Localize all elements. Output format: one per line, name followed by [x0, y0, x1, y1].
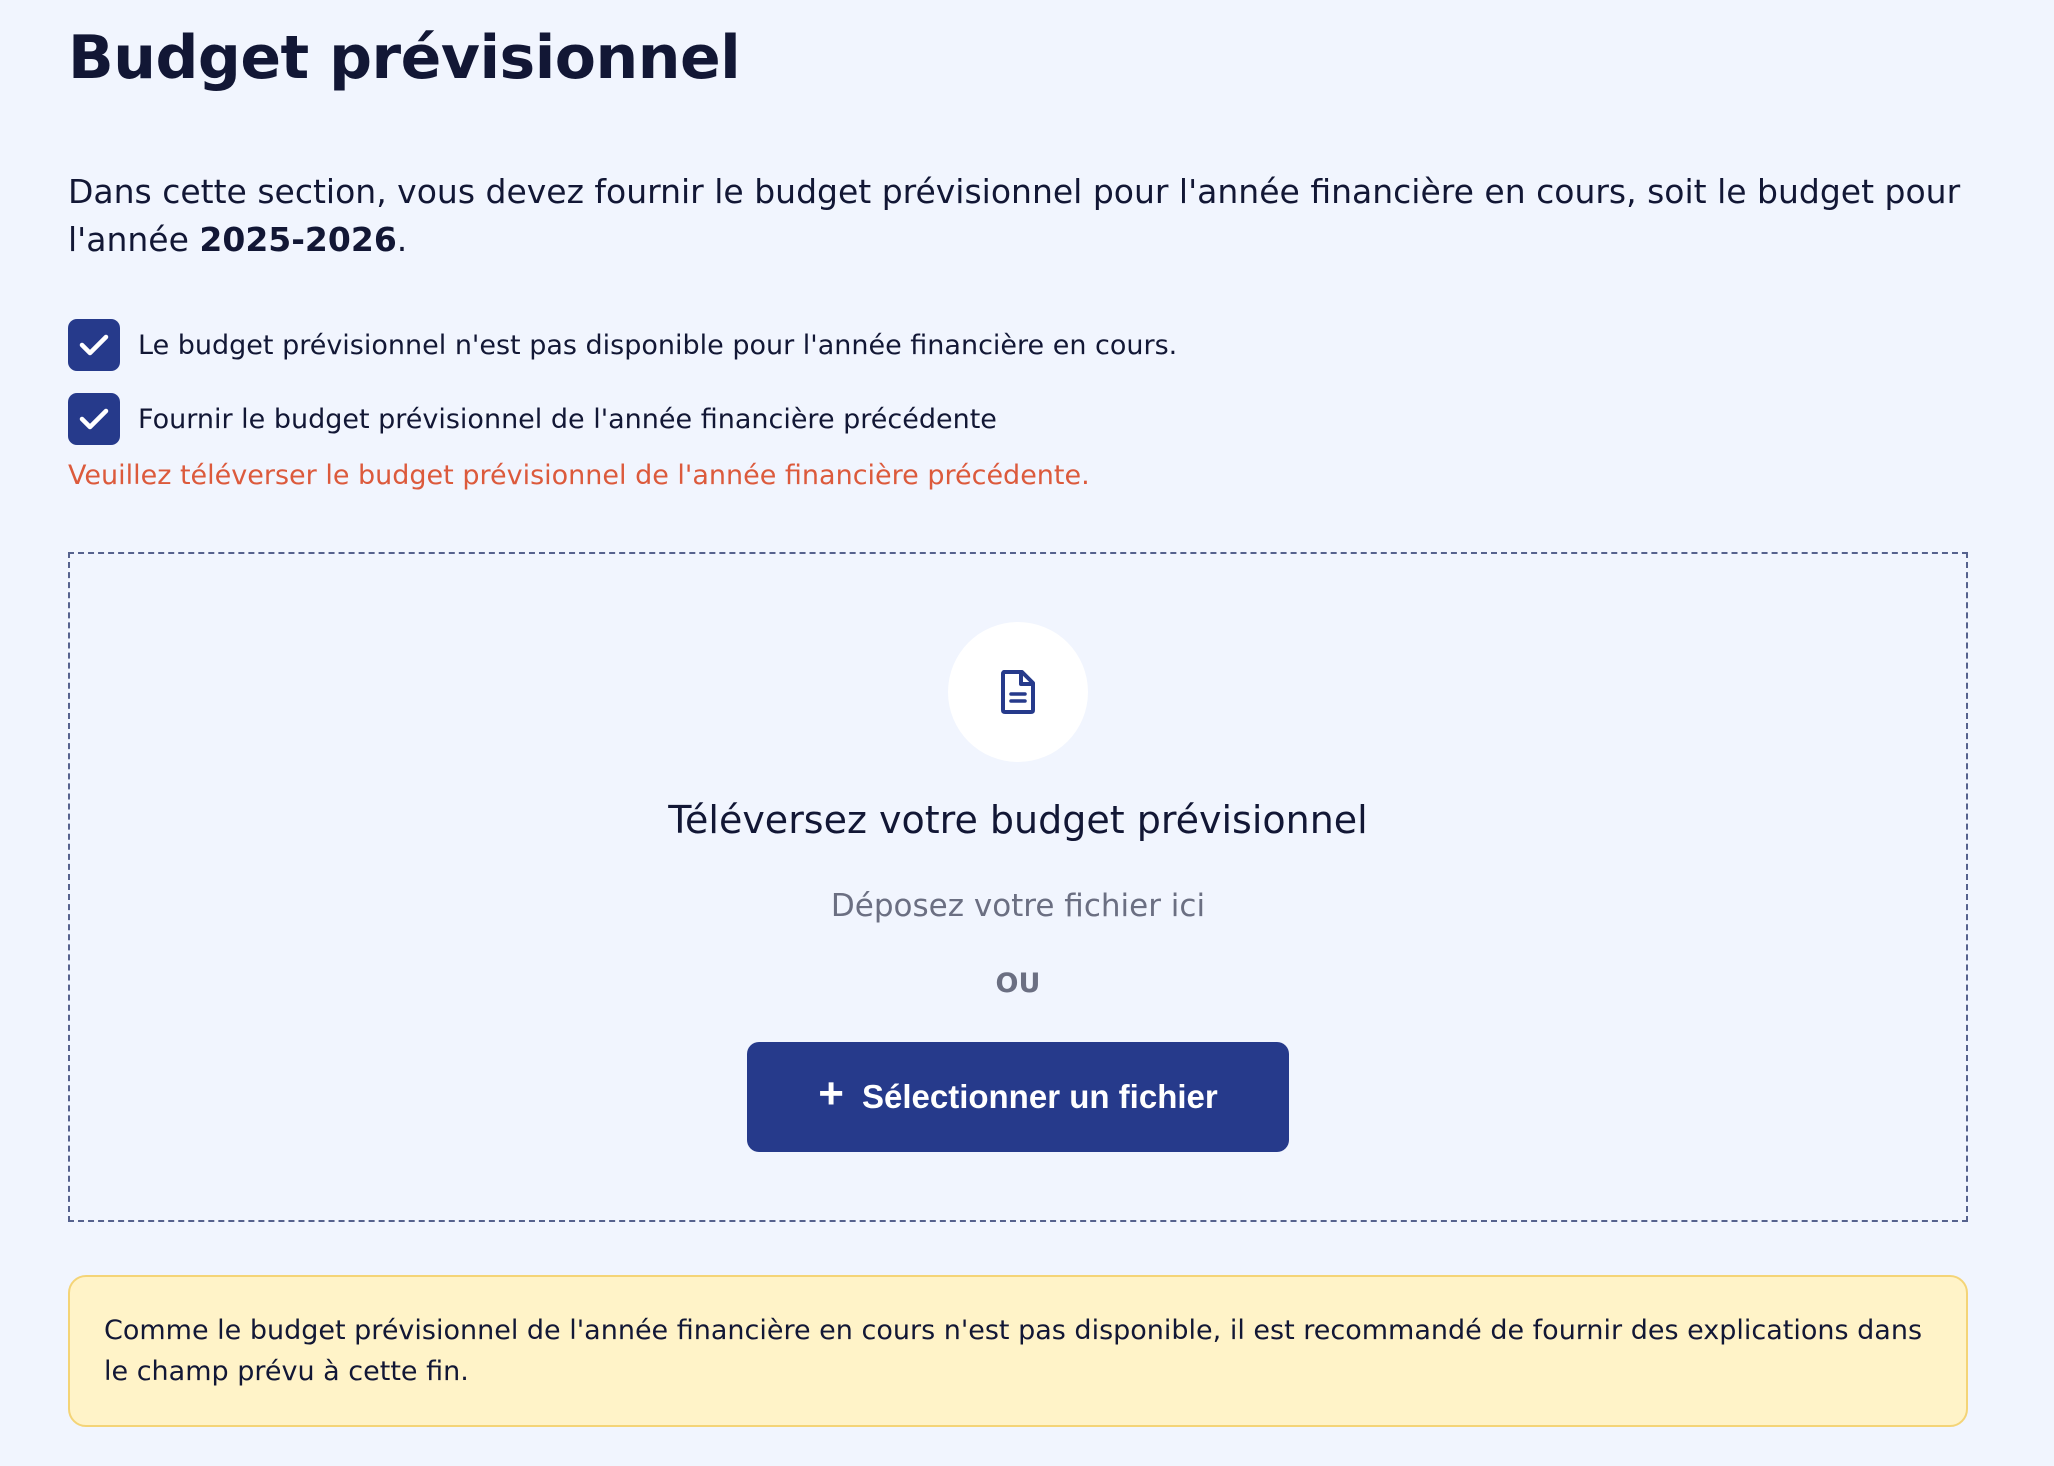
upload-title: Téléversez votre budget prévisionnel	[668, 798, 1368, 842]
or-separator: OU	[995, 968, 1041, 999]
checkbox-row-previous-year[interactable]	[68, 392, 997, 446]
checkmark-icon	[79, 407, 109, 431]
select-file-label: Sélectionner un fichier	[861, 1078, 1218, 1115]
checkbox-label-previous-year[interactable]: Fournir le budget prévisionnel de l'année financière précédente	[138, 403, 997, 435]
plus-icon: +	[818, 1069, 844, 1118]
checkbox-previous-year[interactable]	[68, 393, 120, 445]
intro-year: 2025-2026	[199, 220, 397, 259]
checkbox-budget-unavailable[interactable]	[68, 319, 120, 371]
intro-text: Dans cette section, vous devez fournir le budget prévisionnel pour l'année financière en cours, soit le budget pour l'année	[68, 172, 1961, 259]
notice-text: Comme le budget prévisionnel de l'année financière en cours n'est pas disponible, il est recommandé de fournir des explications dans le champ prévu à cette fin.	[104, 1315, 1923, 1387]
checkbox-label-budget-unavailable[interactable]: Le budget prévisionnel n'est pas disponible pour l'année financière en cours.	[138, 329, 1178, 361]
page-title: Budget prévisionnel	[68, 23, 741, 93]
drop-hint: Déposez votre fichier ici	[830, 888, 1206, 924]
checkbox-row-budget-unavailable[interactable]	[68, 318, 1177, 372]
section-intro	[68, 168, 1978, 264]
file-icon-circle	[948, 622, 1088, 762]
intro-end: .	[396, 220, 408, 259]
file-text-icon	[999, 669, 1037, 715]
select-file-button[interactable]	[747, 1042, 1289, 1152]
error-message: Veuillez téléverser le budget prévisionnel de l'année financière précédente.	[68, 460, 1090, 491]
checkmark-icon	[79, 333, 109, 357]
recommendation-notice	[68, 1275, 1968, 1427]
